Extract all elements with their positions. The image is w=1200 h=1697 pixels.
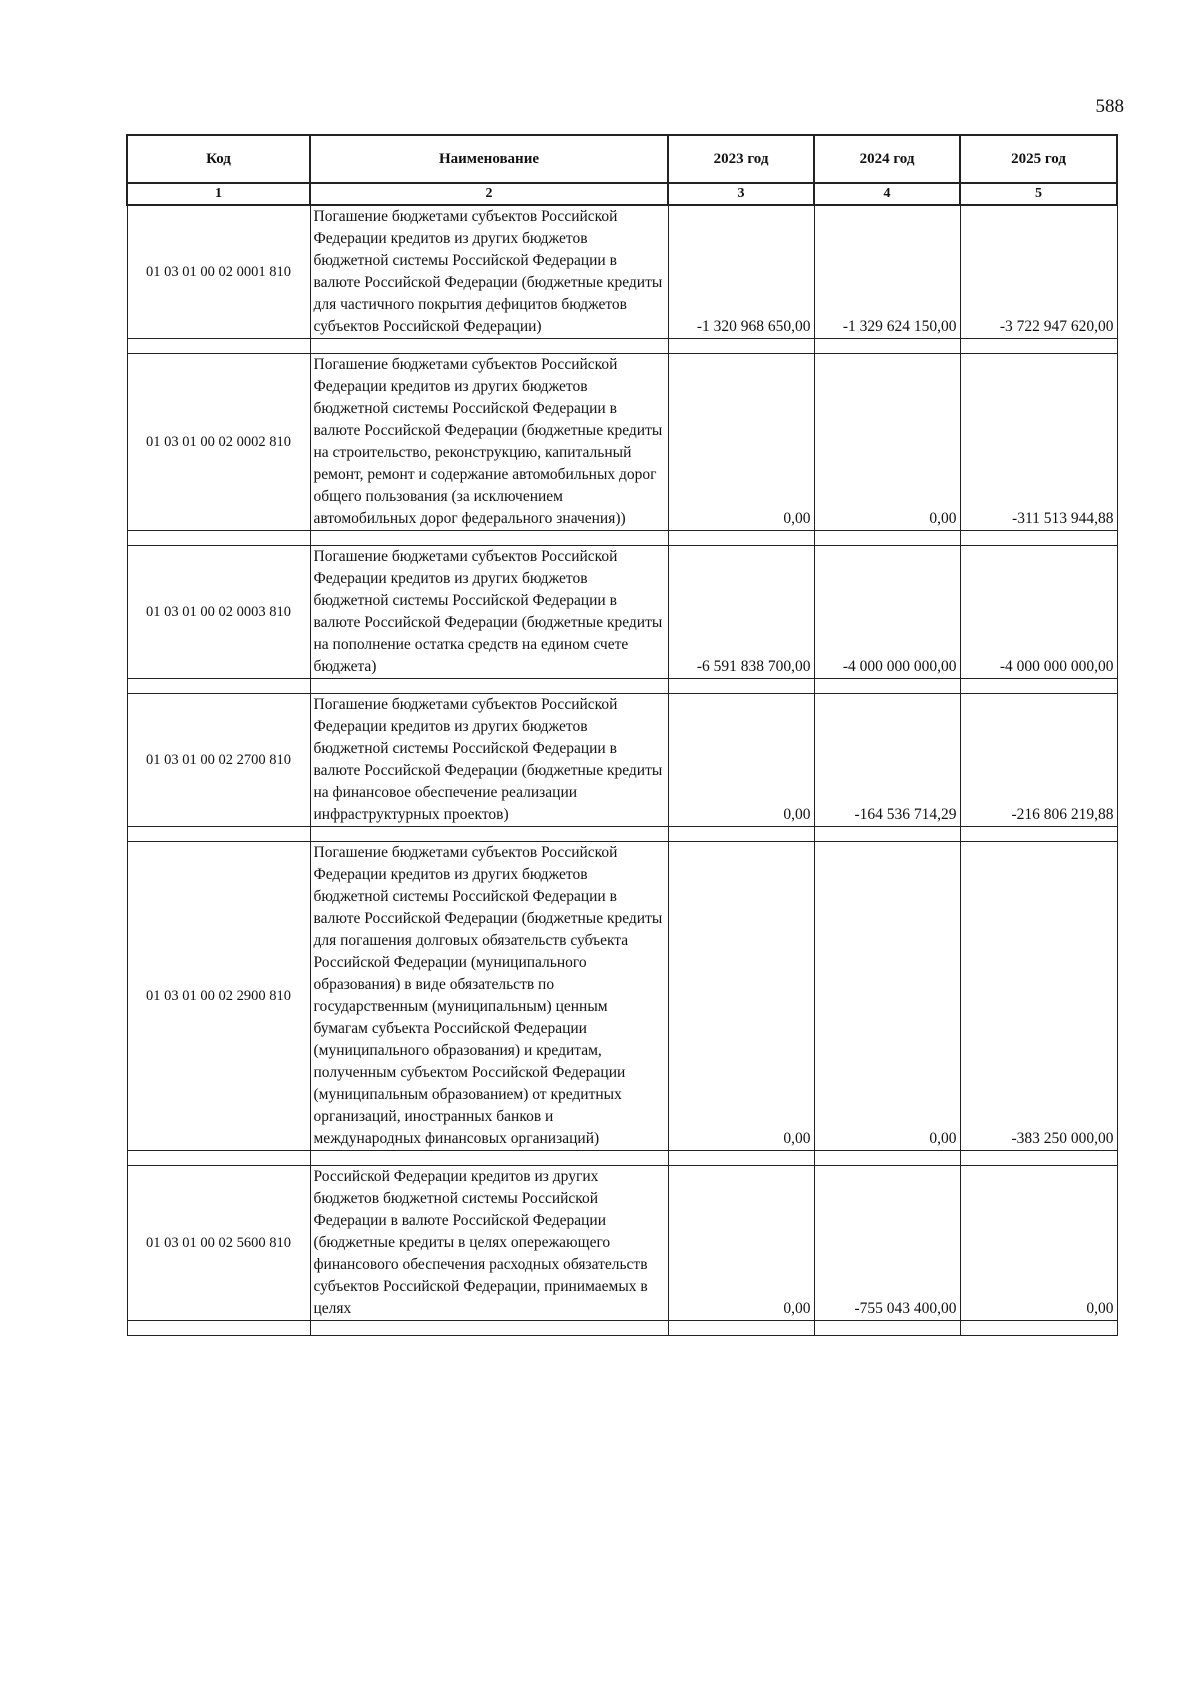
table-row	[127, 694, 1117, 827]
row-amount-2023: -1 320 968 650,00	[668, 205, 814, 339]
table-row	[127, 546, 1117, 679]
row-amount-2024: 0,00	[814, 354, 960, 531]
table-header-row	[127, 135, 1117, 183]
header-2024: 2024 год	[814, 135, 960, 183]
row-code: 01 03 01 00 02 2700 810	[127, 694, 310, 827]
spacer-row	[127, 827, 1117, 842]
row-amount-2025: -216 806 219,88	[960, 694, 1117, 827]
spacer-row	[127, 531, 1117, 546]
spacer-row	[127, 679, 1117, 694]
header-code: Код	[127, 135, 310, 183]
page-number: 588	[1095, 96, 1124, 117]
column-number: 1	[127, 183, 310, 205]
row-name: Погашение бюджетами субъектов Российской Федерации кредитов из других бюджетов бюджетной системы Российской Федерации в валюте Российской Федерации (бюджетные кредиты на пополнение остатка средств на едином счете бюджета)	[310, 546, 668, 679]
column-number-row	[127, 183, 1117, 205]
row-amount-2025: -4 000 000 000,00	[960, 546, 1117, 679]
row-amount-2023: 0,00	[668, 354, 814, 531]
row-name: Погашение бюджетами субъектов Российской Федерации кредитов из других бюджетов бюджетной системы Российской Федерации в валюте Российской Федерации (бюджетные кредиты на финансовое обеспечение реализации инфраструктурных проектов)	[310, 694, 668, 827]
row-code: 01 03 01 00 02 5600 810	[127, 1166, 310, 1321]
header-2023: 2023 год	[668, 135, 814, 183]
table-row	[127, 842, 1117, 1151]
row-amount-2025: -383 250 000,00	[960, 842, 1117, 1151]
table-row	[127, 1166, 1117, 1321]
column-number: 5	[960, 183, 1117, 205]
row-name: Российской Федерации кредитов из других бюджетов бюджетной системы Российской Федерации в валюте Российской Федерации (бюджетные кредиты в целях опережающего финансового обеспечения расходных обязательств субъектов Российской Федерации, принимаемых в целях	[310, 1166, 668, 1321]
row-code: 01 03 01 00 02 2900 810	[127, 842, 310, 1151]
row-amount-2025: -3 722 947 620,00	[960, 205, 1117, 339]
spacer-row	[127, 1151, 1117, 1166]
table-row	[127, 354, 1117, 531]
table-row	[127, 205, 1117, 339]
header-2025: 2025 год	[960, 135, 1117, 183]
row-amount-2024: 0,00	[814, 842, 960, 1151]
row-code: 01 03 01 00 02 0002 810	[127, 354, 310, 531]
row-amount-2025: -311 513 944,88	[960, 354, 1117, 531]
header-name: Наименование	[310, 135, 668, 183]
row-code: 01 03 01 00 02 0001 810	[127, 205, 310, 339]
row-amount-2023: 0,00	[668, 842, 814, 1151]
row-name: Погашение бюджетами субъектов Российской Федерации кредитов из других бюджетов бюджетной системы Российской Федерации в валюте Российской Федерации (бюджетные кредиты для частичного покрытия дефицитов бюджетов субъектов Российской Федерации)	[310, 205, 668, 339]
row-name: Погашение бюджетами субъектов Российской Федерации кредитов из других бюджетов бюджетной системы Российской Федерации в валюте Российской Федерации (бюджетные кредиты для погашения долговых обязательств субъекта Российской Федерации (муниципального образования) в виде обязательств по государственным (муниципальным) ценным бумагам субъекта Российской Федерации (муниципального образования) и кредитам, полученным субъектом Российской Федерации (муниципальным образованием) от кредитных организаций, иностранных банков и международных финансовых организаций)	[310, 842, 668, 1151]
row-amount-2023: 0,00	[668, 1166, 814, 1321]
column-number: 2	[310, 183, 668, 205]
column-number: 4	[814, 183, 960, 205]
row-amount-2025: 0,00	[960, 1166, 1117, 1321]
row-amount-2024: -4 000 000 000,00	[814, 546, 960, 679]
row-amount-2023: 0,00	[668, 694, 814, 827]
row-amount-2023: -6 591 838 700,00	[668, 546, 814, 679]
row-amount-2024: -164 536 714,29	[814, 694, 960, 827]
budget-table	[126, 134, 1118, 1336]
row-name: Погашение бюджетами субъектов Российской Федерации кредитов из других бюджетов бюджетной системы Российской Федерации в валюте Российской Федерации (бюджетные кредиты на строительство, реконструкцию, капитальный ремонт, ремонт и содержание автомобильных дорог общего пользования (за исключением автомобильных дорог федерального значения))	[310, 354, 668, 531]
row-code: 01 03 01 00 02 0003 810	[127, 546, 310, 679]
spacer-row	[127, 1321, 1117, 1336]
spacer-row	[127, 339, 1117, 354]
column-number: 3	[668, 183, 814, 205]
row-amount-2024: -755 043 400,00	[814, 1166, 960, 1321]
row-amount-2024: -1 329 624 150,00	[814, 205, 960, 339]
